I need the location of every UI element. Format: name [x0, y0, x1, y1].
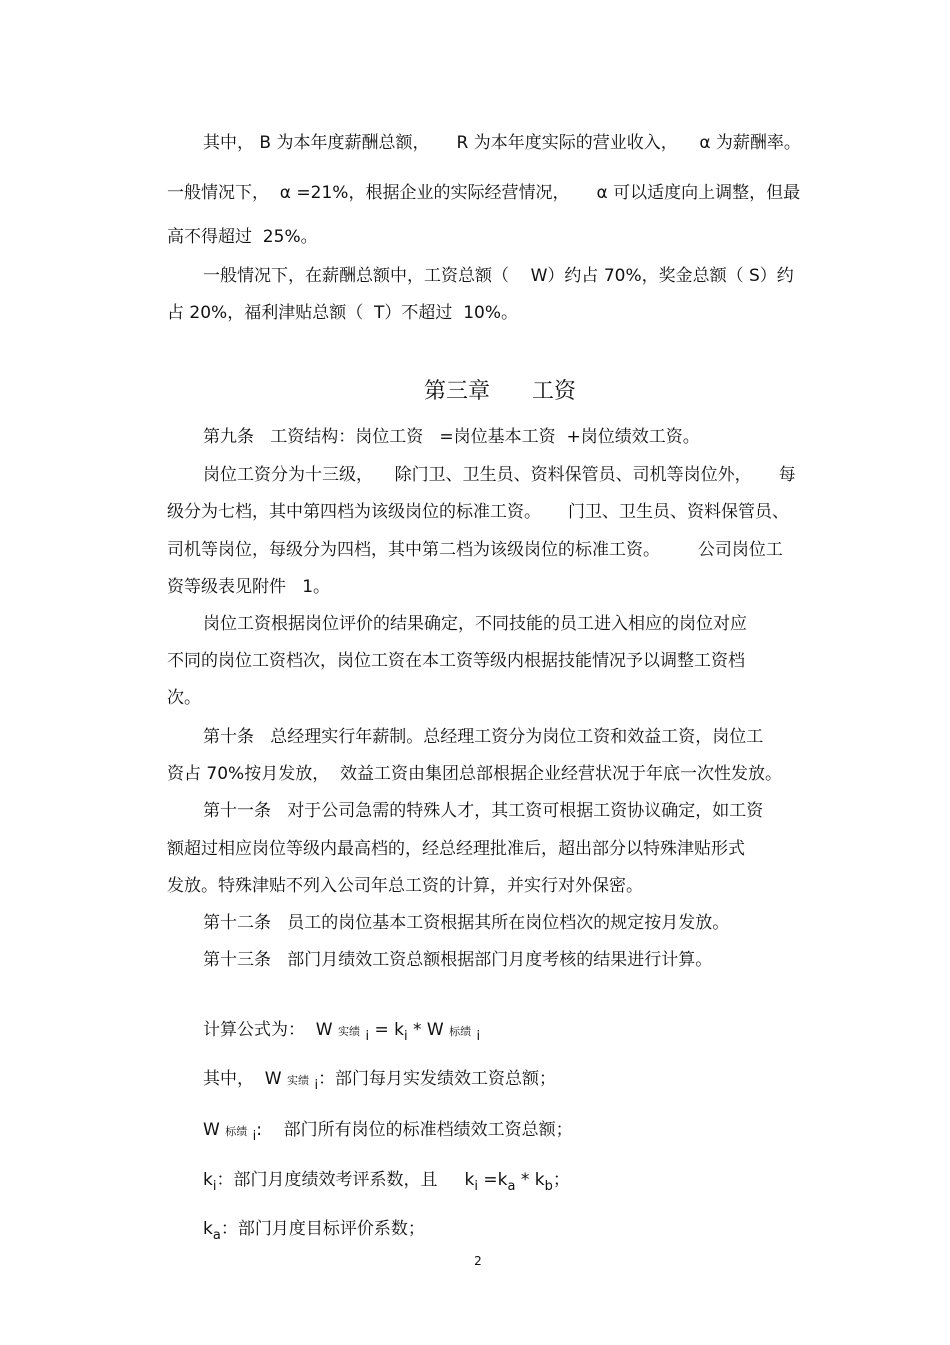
article-line: 第十三条 部门月绩效工资总额根据部门月度考核的结果进行计算。 — [203, 950, 713, 970]
article-line: 次。 — [167, 688, 201, 708]
formula-subscript-i: i — [476, 1029, 481, 1044]
definition-line — [203, 1046, 556, 1092]
article-line: 发放。特殊津贴不列入公司年总工资的计算，并实行对外保密。 — [167, 876, 643, 896]
article-line: 第十一条 对于公司急需的特殊人才，其工资可根据工资协议确定，如工资 — [203, 801, 764, 821]
definition-prefix: W — [203, 1120, 226, 1140]
article-line: 资等级表见附件 1。 — [167, 577, 331, 597]
definition-line — [203, 1196, 425, 1242]
article-line: 资占 70%按月发放， 效益工资由集团总部根据企业经营状况于年底一次性发放。 — [167, 764, 782, 784]
definition-text: ：部门每月实发绩效工资总额； — [318, 1069, 557, 1089]
definition-times: * k — [515, 1170, 545, 1190]
page-number: 2 — [474, 1254, 482, 1268]
definition-text: : 部门所有岗位的标准档绩效工资总额； — [256, 1120, 573, 1140]
article-line: 司机等岗位，每级分为四档，其中第二档为该级岗位的标准工资。 公司岗位工 — [167, 540, 783, 560]
article-line: 级分为七档，其中第四档为该级岗位的标准工资。 门卫、卫生员、资料保管员、 — [167, 502, 790, 522]
definition-eq: =k — [477, 1170, 508, 1190]
definition-subscript-i: i — [474, 1179, 478, 1194]
definition-standard-label: 标绩 — [225, 1125, 248, 1138]
definition-line — [203, 1097, 573, 1143]
definition-subscript-b: b — [544, 1179, 553, 1194]
definition-text: ：部门月度绩效考评系数，且 k — [216, 1170, 475, 1190]
paragraph-line: 一般情况下，在薪酬总额中，工资总额（ W）约占 70%，奖金总额（ S）约 — [203, 266, 794, 286]
definition-subscript-a: a — [507, 1179, 516, 1194]
article-line: 岗位工资分为十三级， 除门卫、卫生员、资料保管员、司机等岗位外， 每 — [203, 465, 796, 485]
paragraph-line: 一般情况下， α =21%，根据企业的实际经营情况， α 可以适度向上调整，但最 — [167, 183, 801, 203]
paragraph-line: 高不得超过 25%。 — [167, 227, 318, 247]
formula-equals: = k — [369, 1020, 404, 1040]
article-line: 岗位工资根据岗位评价的结果确定，不同技能的员工进入相应的岗位对应 — [203, 614, 747, 634]
article-line: 第十条 总经理实行年薪制。总经理工资分为岗位工资和效益工资，岗位工 — [203, 727, 764, 747]
definition-line — [203, 1147, 570, 1193]
definition-end: ； — [552, 1170, 570, 1190]
definition-subscript-i: i — [212, 1179, 217, 1194]
article-line: 第十二条 员工的岗位基本工资根据其所在岗位档次的规定按月发放。 — [203, 913, 730, 933]
definition-prefix: 其中， W — [203, 1069, 288, 1089]
formula-times-w: * W — [407, 1020, 450, 1040]
article-line: 不同的岗位工资档次，岗位工资在本工资等级内根据技能情况予以调整工资档 — [167, 651, 745, 671]
formula-line — [203, 997, 480, 1043]
paragraph-line: 占 20%，福利津贴总额（ T）不超过 10%。 — [167, 303, 518, 323]
definition-actual-label: 实绩 — [287, 1074, 310, 1087]
article-line: 第九条 工资结构：岗位工资 =岗位基本工资 +岗位绩效工资。 — [203, 427, 700, 447]
formula-subscript-i: i — [403, 1029, 408, 1044]
paragraph-line: 其中， B 为本年度薪酬总额， R 为本年度实际的营业收入， α 为薪酬率。 — [203, 133, 801, 153]
definition-subscript-a: a — [212, 1228, 221, 1243]
definition-k: k — [203, 1219, 213, 1239]
definition-text: ：部门月度目标评价系数； — [220, 1219, 425, 1239]
definition-k: k — [203, 1170, 213, 1190]
formula-prefix: 计算公式为： W — [203, 1020, 339, 1040]
formula-subscript-i: i — [365, 1029, 370, 1044]
definition-subscript-i: i — [314, 1078, 319, 1093]
article-line: 额超过相应岗位等级内最高档的，经总经理批准后，超出部分以特殊津贴形式 — [167, 839, 745, 859]
formula-actual-label: 实绩 — [338, 1025, 361, 1038]
formula-standard-label: 标绩 — [449, 1025, 472, 1038]
chapter-title: 第三章 工资 — [424, 379, 576, 404]
definition-subscript-i: i — [252, 1129, 257, 1144]
